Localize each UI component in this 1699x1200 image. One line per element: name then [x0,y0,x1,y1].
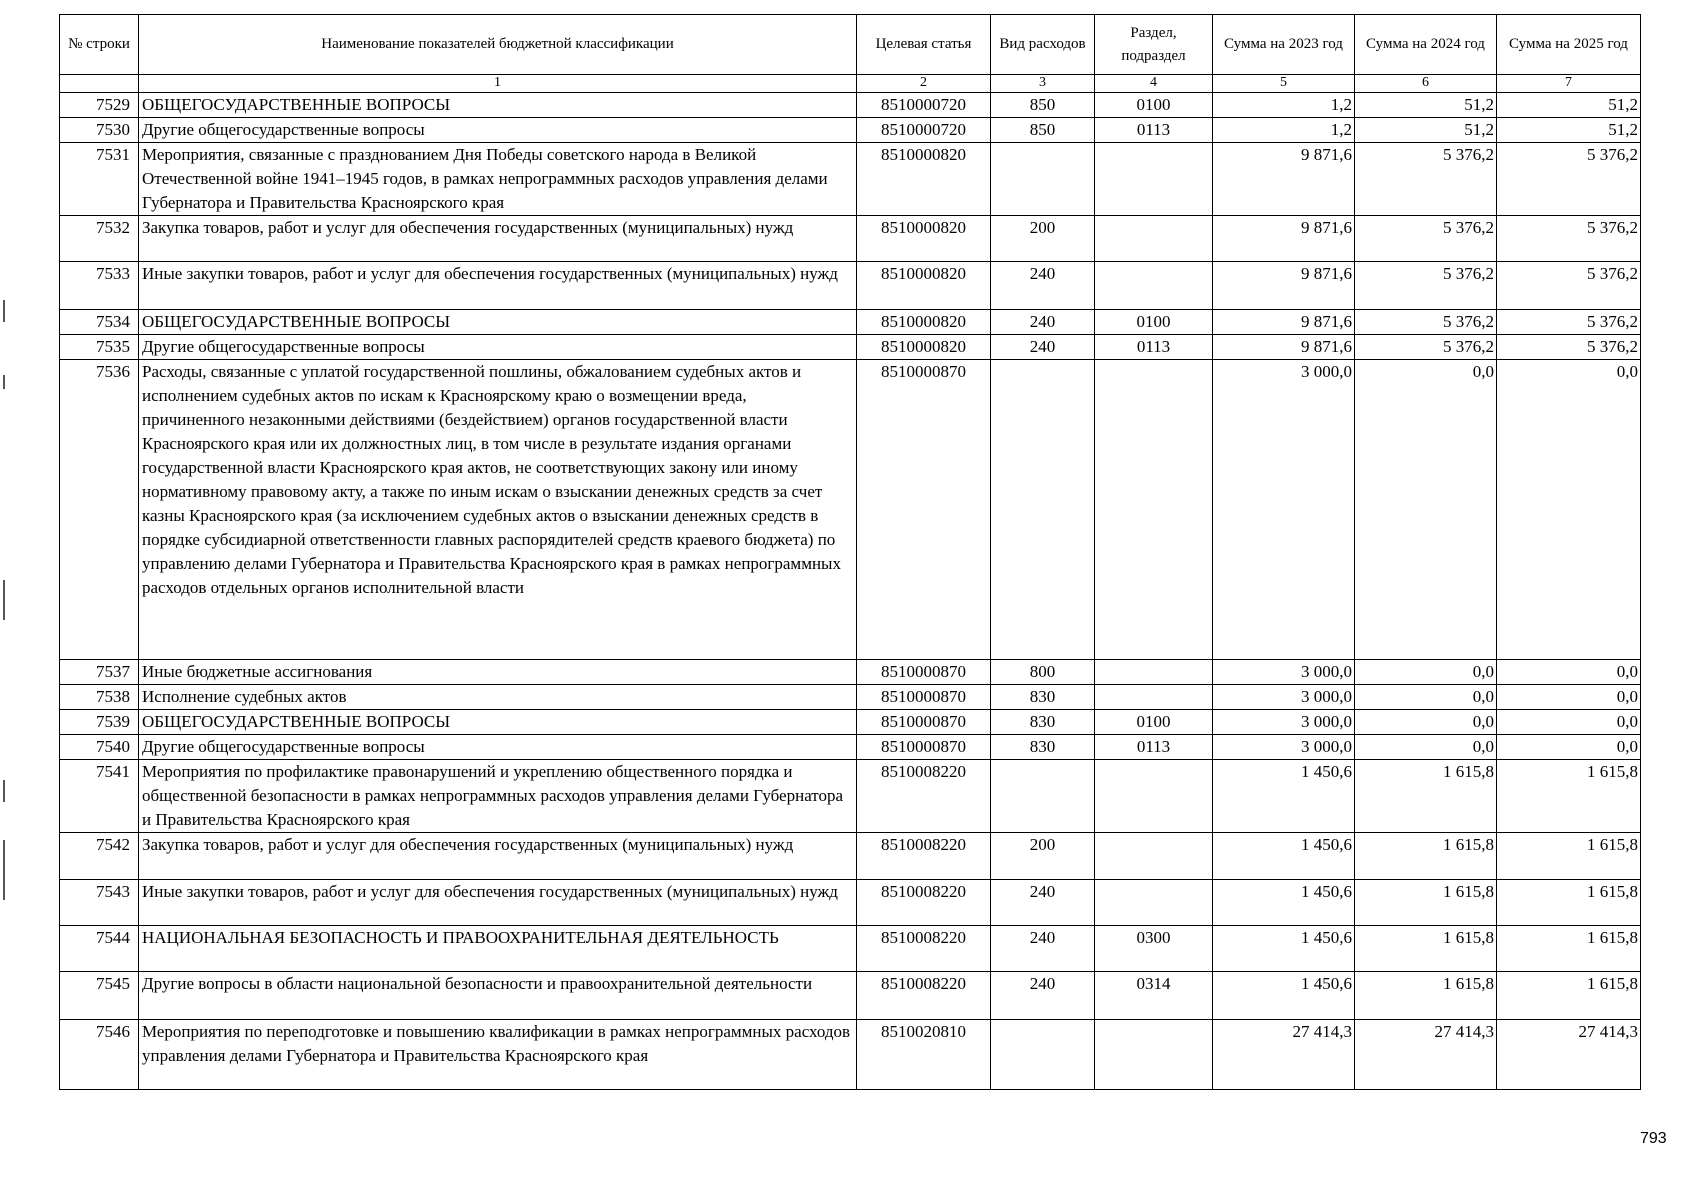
header-sum-2025: Сумма на 2025 год [1497,15,1641,75]
row-expense-type: 830 [991,735,1095,760]
column-number-row [60,75,1641,93]
row-expense-type: 850 [991,93,1095,118]
row-sum-2023: 3 000,0 [1213,710,1355,735]
row-name: Иные закупки товаров, работ и услуг для обеспечения государственных (муниципальных) нужд [139,880,857,926]
table-row [60,685,1641,710]
row-sum-2024: 5 376,2 [1355,335,1497,360]
row-name: Другие общегосударственные вопросы [139,118,857,143]
row-name: Мероприятия по переподготовке и повышению квалификации в рамках непрограммных расходов управления делами Губернатора и Правительства Красноярского края [139,1020,857,1090]
row-number: 7536 [60,360,139,660]
row-expense-type: 200 [991,833,1095,880]
row-sum-2025: 0,0 [1497,735,1641,760]
scan-mark [3,840,5,900]
row-sum-2024: 0,0 [1355,685,1497,710]
row-number: 7543 [60,880,139,926]
column-number: 2 [857,75,991,93]
row-section [1095,685,1213,710]
row-name: Исполнение судебных актов [139,685,857,710]
row-sum-2025: 5 376,2 [1497,216,1641,262]
row-target-article: 8510008220 [857,833,991,880]
table-row [60,926,1641,972]
header-sum-2023: Сумма на 2023 год [1213,15,1355,75]
table-row [60,1020,1641,1090]
column-number: 7 [1497,75,1641,93]
row-number: 7531 [60,143,139,216]
row-sum-2024: 1 615,8 [1355,833,1497,880]
header-expense-type: Вид расходов [991,15,1095,75]
row-section: 0100 [1095,710,1213,735]
row-sum-2025: 1 615,8 [1497,760,1641,833]
row-expense-type: 850 [991,118,1095,143]
row-expense-type: 200 [991,216,1095,262]
table-row [60,216,1641,262]
row-number: 7539 [60,710,139,735]
table-row [60,760,1641,833]
scan-mark [3,780,5,802]
row-sum-2025: 5 376,2 [1497,143,1641,216]
table-row [60,360,1641,660]
row-target-article: 8510000720 [857,93,991,118]
row-name: Другие вопросы в области национальной безопасности и правоохранительной деятельности [139,972,857,1020]
row-section [1095,216,1213,262]
row-sum-2025: 1 615,8 [1497,972,1641,1020]
page-number: 793 [1640,1130,1667,1147]
row-sum-2024: 0,0 [1355,360,1497,660]
row-number: 7538 [60,685,139,710]
row-sum-2023: 3 000,0 [1213,360,1355,660]
row-sum-2023: 9 871,6 [1213,310,1355,335]
row-expense-type: 240 [991,972,1095,1020]
row-sum-2025: 0,0 [1497,360,1641,660]
row-target-article: 8510020810 [857,1020,991,1090]
row-section [1095,660,1213,685]
row-name: ОБЩЕГОСУДАРСТВЕННЫЕ ВОПРОСЫ [139,93,857,118]
row-number: 7530 [60,118,139,143]
table-row [60,143,1641,216]
row-expense-type: 830 [991,685,1095,710]
row-target-article: 8510000870 [857,360,991,660]
row-name: Закупка товаров, работ и услуг для обеспечения государственных (муниципальных) нужд [139,833,857,880]
row-target-article: 8510008220 [857,760,991,833]
table-row [60,833,1641,880]
table-row [60,880,1641,926]
header-sum-2024: Сумма на 2024 год [1355,15,1497,75]
row-target-article: 8510000870 [857,660,991,685]
row-name: Другие общегосударственные вопросы [139,335,857,360]
row-sum-2023: 3 000,0 [1213,660,1355,685]
header-row [60,15,1641,75]
column-number: 1 [139,75,857,93]
row-target-article: 8510000870 [857,685,991,710]
table-row [60,118,1641,143]
row-sum-2024: 27 414,3 [1355,1020,1497,1090]
row-expense-type: 240 [991,310,1095,335]
row-number: 7533 [60,262,139,310]
row-target-article: 8510000870 [857,710,991,735]
budget-table [59,14,1641,1090]
row-section: 0100 [1095,310,1213,335]
row-name: Мероприятия, связанные с празднованием Дня Победы советского народа в Великой Отечественной войне 1941–1945 годов, в рамках непрограммных расходов управления делами Губернатора и Правительства Красноярского края [139,143,857,216]
column-number: 6 [1355,75,1497,93]
row-section [1095,880,1213,926]
row-sum-2024: 5 376,2 [1355,262,1497,310]
row-sum-2024: 51,2 [1355,118,1497,143]
scan-mark [3,580,5,620]
row-expense-type: 240 [991,262,1095,310]
row-sum-2024: 1 615,8 [1355,926,1497,972]
row-section: 0113 [1095,735,1213,760]
row-sum-2025: 51,2 [1497,93,1641,118]
row-section [1095,360,1213,660]
row-sum-2024: 1 615,8 [1355,760,1497,833]
row-target-article: 8510008220 [857,926,991,972]
row-sum-2025: 1 615,8 [1497,926,1641,972]
row-number: 7544 [60,926,139,972]
row-number: 7541 [60,760,139,833]
table-row [60,335,1641,360]
row-sum-2024: 0,0 [1355,660,1497,685]
row-sum-2025: 5 376,2 [1497,335,1641,360]
row-target-article: 8510000820 [857,262,991,310]
row-section: 0113 [1095,335,1213,360]
row-name: Иные закупки товаров, работ и услуг для обеспечения государственных (муниципальных) нужд [139,262,857,310]
row-name: Иные бюджетные ассигнования [139,660,857,685]
row-sum-2023: 1,2 [1213,93,1355,118]
row-sum-2024: 0,0 [1355,710,1497,735]
row-sum-2023: 9 871,6 [1213,143,1355,216]
row-sum-2023: 1 450,6 [1213,833,1355,880]
row-target-article: 8510000820 [857,216,991,262]
row-name: Закупка товаров, работ и услуг для обеспечения государственных (муниципальных) нужд [139,216,857,262]
row-expense-type [991,1020,1095,1090]
table-row [60,972,1641,1020]
column-number: 3 [991,75,1095,93]
row-sum-2025: 5 376,2 [1497,310,1641,335]
row-sum-2023: 9 871,6 [1213,262,1355,310]
row-sum-2023: 1 450,6 [1213,880,1355,926]
header-section: Раздел, подраздел [1095,15,1213,75]
row-sum-2024: 5 376,2 [1355,310,1497,335]
row-expense-type: 240 [991,926,1095,972]
row-target-article: 8510000820 [857,310,991,335]
row-sum-2023: 1 450,6 [1213,760,1355,833]
row-target-article: 8510000820 [857,143,991,216]
row-sum-2025: 5 376,2 [1497,262,1641,310]
table-row [60,660,1641,685]
row-name: ОБЩЕГОСУДАРСТВЕННЫЕ ВОПРОСЫ [139,710,857,735]
table-row [60,310,1641,335]
column-number: 4 [1095,75,1213,93]
row-name: Расходы, связанные с уплатой государственной пошлины, обжалованием судебных актов и исполнением судебных актов по искам к Красноярскому краю о возмещении вреда, причиненного незаконными действиями (бездействием) органов государственной власти Красноярского края или их должностных лиц, в том числе в результате издания органами государственной власти Красноярского края актов, не соответствующих закону или иному нормативному правовому акту, а также по иным искам о взыскании денежных средств за счет казны Красноярского края (за исключением судебных актов о взыскании денежных средств в порядке субсидиарной ответственности главных распорядителей средств краевого бюджета) по управлению делами Губернатора и Правительства Красноярского края в рамках непрограммных расходов отдельных органов исполнительной власти [139,360,857,660]
row-target-article: 8510000870 [857,735,991,760]
row-section [1095,760,1213,833]
row-sum-2023: 27 414,3 [1213,1020,1355,1090]
row-section: 0314 [1095,972,1213,1020]
scan-mark [3,300,5,322]
row-section [1095,262,1213,310]
row-number: 7532 [60,216,139,262]
header-name: Наименование показателей бюджетной классификации [139,15,857,75]
row-sum-2025: 1 615,8 [1497,880,1641,926]
row-sum-2024: 1 615,8 [1355,972,1497,1020]
column-number [60,75,139,93]
row-expense-type: 240 [991,335,1095,360]
row-target-article: 8510000720 [857,118,991,143]
row-sum-2023: 1 450,6 [1213,926,1355,972]
row-sum-2025: 0,0 [1497,685,1641,710]
row-sum-2025: 27 414,3 [1497,1020,1641,1090]
row-expense-type: 240 [991,880,1095,926]
row-section [1095,143,1213,216]
row-section [1095,833,1213,880]
row-sum-2023: 3 000,0 [1213,685,1355,710]
row-sum-2025: 0,0 [1497,710,1641,735]
scan-mark [3,375,5,389]
row-expense-type [991,760,1095,833]
table-row [60,93,1641,118]
row-sum-2024: 5 376,2 [1355,143,1497,216]
table-row [60,262,1641,310]
row-sum-2024: 1 615,8 [1355,880,1497,926]
row-target-article: 8510008220 [857,972,991,1020]
row-name: Другие общегосударственные вопросы [139,735,857,760]
table-body [60,93,1641,1090]
table-row [60,710,1641,735]
column-number: 5 [1213,75,1355,93]
row-name: НАЦИОНАЛЬНАЯ БЕЗОПАСНОСТЬ И ПРАВООХРАНИТЕЛЬНАЯ ДЕЯТЕЛЬНОСТЬ [139,926,857,972]
row-expense-type [991,143,1095,216]
row-number: 7540 [60,735,139,760]
row-sum-2023: 9 871,6 [1213,216,1355,262]
row-expense-type: 830 [991,710,1095,735]
row-expense-type: 800 [991,660,1095,685]
row-number: 7534 [60,310,139,335]
header-row-number: № строки [60,15,139,75]
row-target-article: 8510000820 [857,335,991,360]
row-sum-2025: 0,0 [1497,660,1641,685]
row-sum-2025: 51,2 [1497,118,1641,143]
row-expense-type [991,360,1095,660]
row-sum-2024: 5 376,2 [1355,216,1497,262]
row-sum-2023: 3 000,0 [1213,735,1355,760]
row-number: 7545 [60,972,139,1020]
row-number: 7535 [60,335,139,360]
budget-table-sheet [59,14,1640,1106]
row-sum-2025: 1 615,8 [1497,833,1641,880]
row-number: 7546 [60,1020,139,1090]
row-sum-2023: 1,2 [1213,118,1355,143]
row-name: ОБЩЕГОСУДАРСТВЕННЫЕ ВОПРОСЫ [139,310,857,335]
row-section: 0100 [1095,93,1213,118]
row-sum-2024: 51,2 [1355,93,1497,118]
row-sum-2024: 0,0 [1355,735,1497,760]
row-section: 0300 [1095,926,1213,972]
row-name: Мероприятия по профилактике правонарушений и укреплению общественного порядка и общественной безопасности в рамках непрограммных расходов управления делами Губернатора и Правительства Красноярского края [139,760,857,833]
row-number: 7529 [60,93,139,118]
row-target-article: 8510008220 [857,880,991,926]
row-sum-2023: 9 871,6 [1213,335,1355,360]
row-section: 0113 [1095,118,1213,143]
table-row [60,735,1641,760]
row-section [1095,1020,1213,1090]
row-number: 7542 [60,833,139,880]
row-number: 7537 [60,660,139,685]
row-sum-2023: 1 450,6 [1213,972,1355,1020]
header-target-article: Целевая статья [857,15,991,75]
